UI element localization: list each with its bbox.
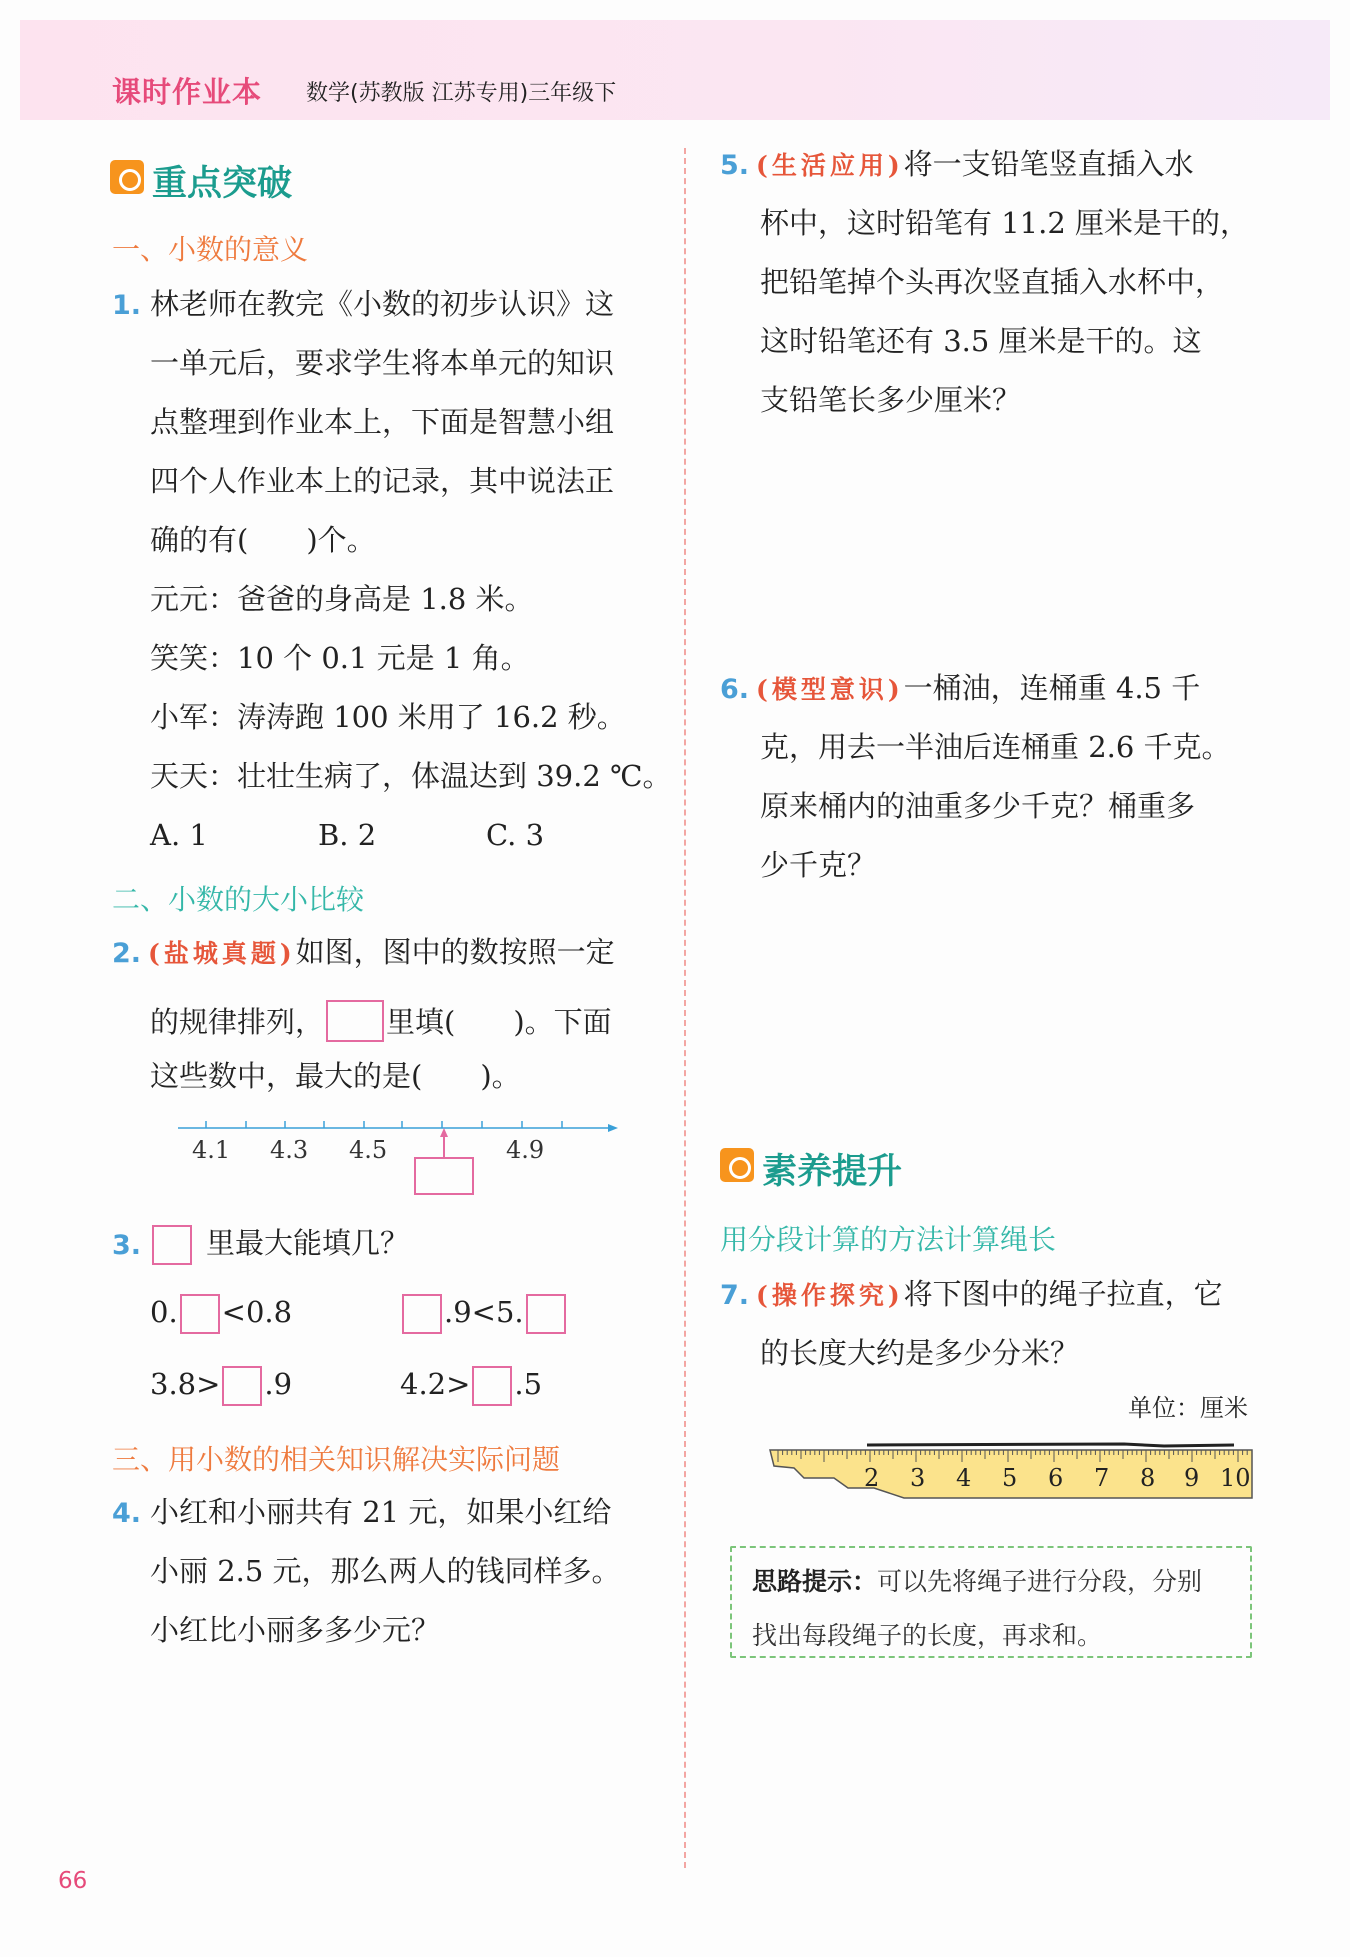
tick-label: 4.1 — [192, 1136, 231, 1164]
q3-item-text: <0.8 — [221, 1295, 293, 1329]
q3-item-text: 0. — [150, 1295, 178, 1329]
q1-option-b: B. 2 — [318, 818, 377, 852]
q1-line: 点整理到作业本上，下面是智慧小组 — [150, 405, 615, 439]
q4-line: 小丽 2.5 元，那么两人的钱同样多。 — [150, 1554, 621, 1588]
q5-tag: (生活应用) — [756, 151, 904, 180]
page-number: 66 — [58, 1868, 88, 1894]
q3-number: 3. — [112, 1230, 142, 1261]
hint-label: 思路提示： — [752, 1567, 878, 1596]
ruler-unit-label: 单位：厘米 — [1128, 1394, 1248, 1422]
ruler-label: 2 — [864, 1464, 880, 1492]
q1-line: 林老师在教完《小数的初步认识》这 — [150, 287, 615, 321]
q5-line: 这时铅笔还有 3.5 厘米是干的。这 — [760, 324, 1202, 358]
q1-line: 元元：爸爸的身高是 1.8 米。 — [150, 582, 534, 616]
q3-item-text: 3.8> — [150, 1367, 221, 1401]
q1-option-c: C. 3 — [486, 818, 545, 852]
q1-line: 笑笑：10 个 0.1 元是 1 角。 — [150, 641, 530, 675]
ruler-label: 5 — [1002, 1464, 1018, 1492]
q3-item-text: .5 — [514, 1367, 543, 1401]
q5-line: 支铅笔长多少厘米？ — [760, 383, 1022, 417]
subsection-1-title: 一、小数的意义 — [112, 233, 309, 266]
subject-subtitle: 数学(苏教版 江苏专用)三年级下 — [306, 81, 617, 106]
q3-item-2 — [400, 1294, 568, 1334]
hint-text: 可以先将绳子进行分段，分别 — [877, 1567, 1203, 1596]
q6-text: 一桶油，连桶重 4.5 千 — [903, 671, 1201, 705]
q1-line: 小军：涛涛跑 100 米用了 16.2 秒。 — [150, 700, 626, 734]
answer-box[interactable] — [526, 1294, 566, 1334]
ruler-label: 6 — [1048, 1464, 1064, 1492]
subsection-2-title: 二、小数的大小比较 — [112, 883, 365, 916]
q2-number: 2. — [112, 938, 142, 969]
q6-tag: (模型意识) — [756, 675, 904, 704]
ruler-label: 4 — [956, 1464, 972, 1492]
rope — [867, 1444, 1234, 1446]
q6-number: 6. — [720, 674, 750, 705]
q7-text: 将下图中的绳子拉直，它 — [903, 1277, 1223, 1311]
q4-line: 小红比小丽多多少元？ — [150, 1613, 441, 1647]
q3-item-1 — [150, 1294, 292, 1334]
q2-tag: (盐城真题) — [148, 939, 296, 968]
q6-line-1 — [756, 671, 1201, 705]
tick-label: 4.9 — [506, 1136, 545, 1164]
q7-number: 7. — [720, 1280, 750, 1311]
q1-line: 天天：壮壮生病了，体温达到 39.2 ℃。 — [150, 759, 672, 793]
ruler-label: 10 — [1220, 1464, 1251, 1492]
ruler-label: 9 — [1184, 1464, 1200, 1492]
q6-line: 少千克？ — [760, 848, 877, 882]
ruler-label: 7 — [1094, 1464, 1110, 1492]
q7-line-2: 的长度大约是多少分米？ — [760, 1336, 1080, 1370]
ruler-label: 8 — [1140, 1464, 1156, 1492]
q1-line: 确的有( )个。 — [150, 523, 376, 557]
tick-label: 4.5 — [349, 1136, 388, 1164]
q7-line-1 — [756, 1277, 1223, 1311]
subsection-3-title: 三、用小数的相关知识解决实际问题 — [112, 1443, 561, 1476]
q5-line-1 — [756, 147, 1194, 181]
q2-line-3: 这些数中，最大的是( )。 — [150, 1059, 521, 1093]
target-icon — [110, 160, 144, 194]
answer-box[interactable] — [180, 1294, 220, 1334]
tick-label: 4.3 — [270, 1136, 309, 1164]
q5-number: 5. — [720, 150, 750, 181]
q3-item-text: .9<5. — [444, 1295, 524, 1329]
q2-line-1 — [148, 935, 615, 969]
q1-number: 1. — [112, 290, 142, 321]
q3-item-4 — [400, 1366, 542, 1406]
ruler-label: 3 — [910, 1464, 926, 1492]
q4-line: 小红和小丽共有 21 元，如果小红给 — [150, 1495, 612, 1529]
hint-line-2: 找出每段绳子的长度，再求和。 — [752, 1621, 1103, 1650]
q4-number: 4. — [112, 1498, 142, 1529]
answer-box[interactable] — [402, 1294, 442, 1334]
hint-line-1 — [752, 1562, 1202, 1598]
q2-line-2 — [150, 1000, 612, 1042]
q7-tag: (操作探究) — [756, 1281, 904, 1310]
q1-option-a: A. 1 — [150, 818, 208, 852]
q5-line: 把铅笔掉个头再次竖直插入水杯中， — [760, 265, 1225, 299]
column-divider — [684, 148, 686, 1868]
answer-box[interactable] — [326, 1000, 384, 1042]
q6-line: 克，用去一半油后连桶重 2.6 千克。 — [760, 730, 1231, 764]
q3-item-text: .9 — [264, 1367, 293, 1401]
q2-text: 如图，图中的数按照一定 — [295, 935, 615, 969]
answer-box[interactable] — [472, 1366, 512, 1406]
q1-line: 四个人作业本上的记录，其中说法正 — [150, 464, 615, 498]
answer-box[interactable] — [152, 1225, 192, 1265]
answer-box[interactable] — [222, 1366, 262, 1406]
pointer-arrow — [440, 1128, 448, 1137]
improve-icon — [720, 1148, 754, 1182]
subsection-4-title: 用分段计算的方法计算绳长 — [720, 1223, 1057, 1256]
q3-item-text: 4.2> — [400, 1367, 471, 1401]
q1-line: 一单元后，要求学生将本单元的知识 — [150, 346, 615, 380]
q2-text: 的规律排列， — [150, 1005, 325, 1039]
number-line — [170, 1110, 630, 1196]
q3-text: 里最大能填几？ — [206, 1226, 410, 1260]
q6-line: 原来桶内的油重多少千克？桶重多 — [760, 789, 1196, 823]
ruler-diagram — [764, 1436, 1258, 1504]
q5-line: 杯中，这时铅笔有 11.2 厘米是干的， — [760, 206, 1250, 240]
number-line-arrow — [608, 1124, 618, 1132]
q2-text: 里填( )。下面 — [386, 1005, 612, 1039]
q3-line — [150, 1225, 409, 1265]
section-improve-title: 素养提升 — [762, 1152, 903, 1192]
q3-item-3 — [150, 1366, 292, 1406]
q5-text: 将一支铅笔竖直插入水 — [903, 147, 1194, 181]
section-key-title: 重点突破 — [152, 164, 293, 204]
brand-title: 课时作业本 — [112, 75, 263, 109]
number-line-answer-box[interactable] — [415, 1158, 473, 1194]
